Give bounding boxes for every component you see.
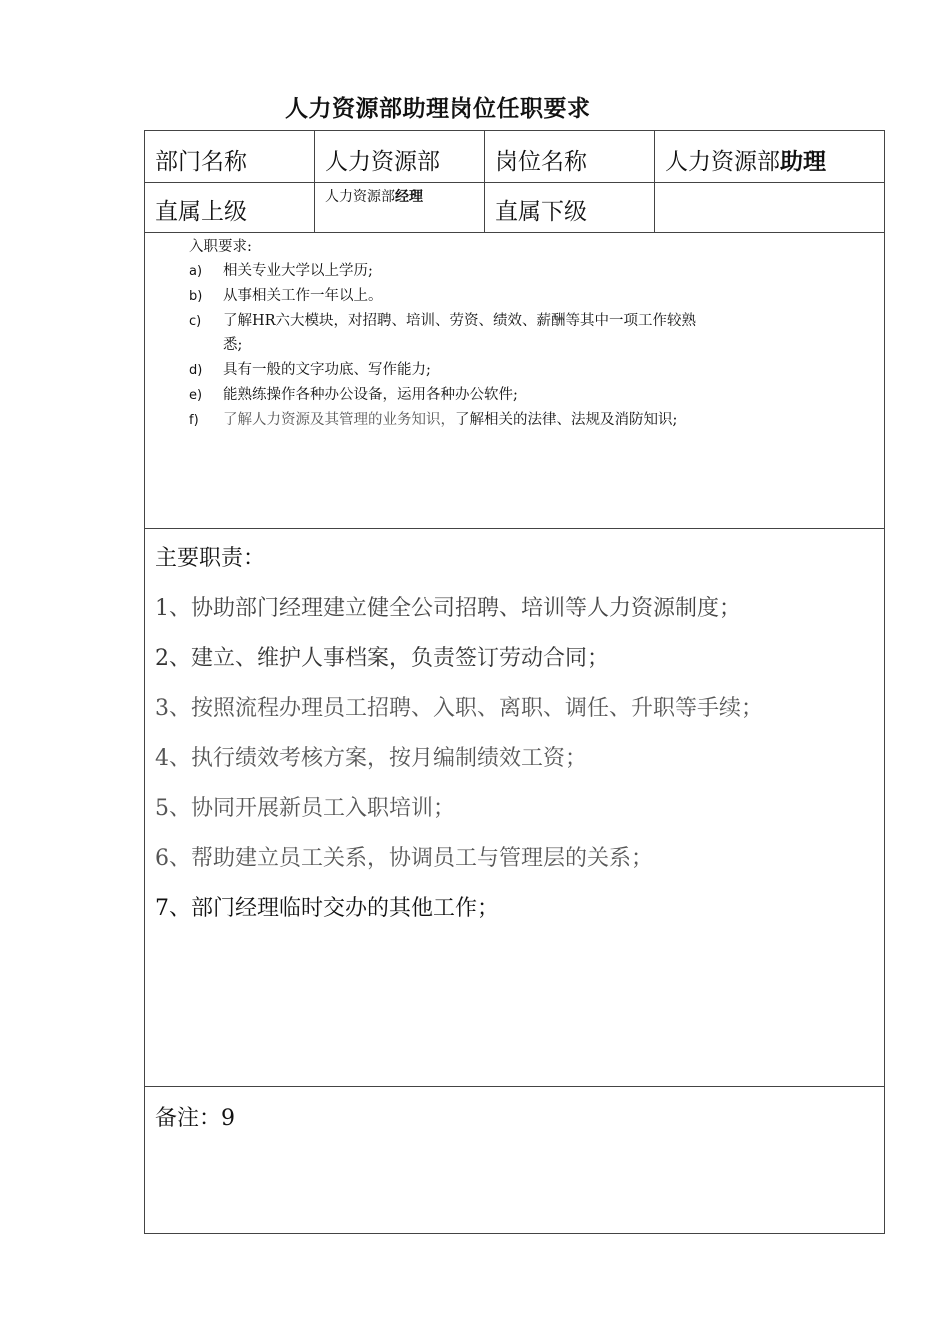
requirement-text: 了解人力资源及其管理的业务知识， — [223, 412, 455, 428]
duty-item: 5、协同开展新员工入职培训； — [155, 796, 455, 821]
remarks-label: 备注：9 — [155, 1106, 235, 1131]
duty-item: 4、执行绩效考核方案，按月编制绩效工资； — [155, 746, 587, 771]
requirement-item — [189, 309, 696, 335]
requirement-text: 具有一般的文字功底、写作能力; — [223, 362, 431, 378]
requirements-heading: 入职要求: — [189, 239, 252, 255]
row-divider — [145, 528, 884, 529]
requirement-label: d) — [189, 363, 203, 378]
position-label: 岗位名称 — [495, 149, 587, 175]
requirement-label: b) — [189, 289, 203, 304]
requirement-text: 了解HR六大模块，对招聘、培训、劳资、绩效、薪酬等其中一项工作较熟 — [223, 313, 697, 329]
requirement-item — [189, 408, 677, 434]
requirement-continuation: 悉; — [223, 337, 243, 353]
superior-label: 直属上级 — [155, 199, 247, 225]
duty-item: 6、帮助建立员工关系，协调员工与管理层的关系； — [155, 846, 653, 871]
requirement-text: 从事相关工作一年以上。 — [223, 288, 383, 304]
duty-item: 1、协助部门经理建立健全公司招聘、培训等人力资源制度； — [155, 596, 741, 621]
page-title: 人力资源部助理岗位任职要求 — [285, 96, 591, 122]
duties-heading: 主要职责： — [155, 546, 266, 571]
superior-value — [325, 186, 423, 206]
requirement-text: 相关专业大学以上学历; — [223, 263, 373, 279]
requirement-item — [189, 383, 518, 409]
superior-value-prefix: 人力资源部 — [325, 189, 395, 205]
row-divider — [145, 232, 884, 233]
requirement-item — [189, 284, 383, 310]
requirement-text-2: 了解相关的法律、法规及消防知识; — [455, 412, 678, 428]
requirement-label: e) — [189, 388, 203, 403]
requirement-item — [189, 358, 431, 384]
col-divider — [484, 131, 485, 232]
requirement-label: f) — [189, 413, 199, 428]
position-value-prefix: 人力资源部 — [665, 149, 780, 175]
requirement-text: 能熟练操作各种办公设备，运用各种办公软件; — [223, 387, 518, 403]
col-divider — [314, 131, 315, 232]
position-value — [665, 143, 826, 176]
duty-item: 2、建立、维护人事档案，负责签订劳动合同； — [155, 646, 609, 671]
duty-item: 3、按照流程办理员工招聘、入职、离职、调任、升职等手续； — [155, 696, 763, 721]
row-divider — [145, 1086, 884, 1087]
superior-value-bold: 经理 — [395, 189, 423, 205]
job-requirements-table — [144, 130, 885, 1234]
requirement-item — [189, 259, 373, 285]
subordinate-label: 直属下级 — [495, 199, 587, 225]
position-value-bold: 助理 — [780, 149, 826, 175]
duty-item: 7、部门经理临时交办的其他工作； — [155, 896, 499, 921]
requirement-label: c) — [189, 314, 202, 329]
requirement-label: a) — [189, 264, 203, 279]
dept-value: 人力资源部 — [325, 149, 440, 175]
row-divider — [145, 182, 884, 183]
col-divider — [654, 131, 655, 232]
dept-label: 部门名称 — [155, 149, 247, 175]
